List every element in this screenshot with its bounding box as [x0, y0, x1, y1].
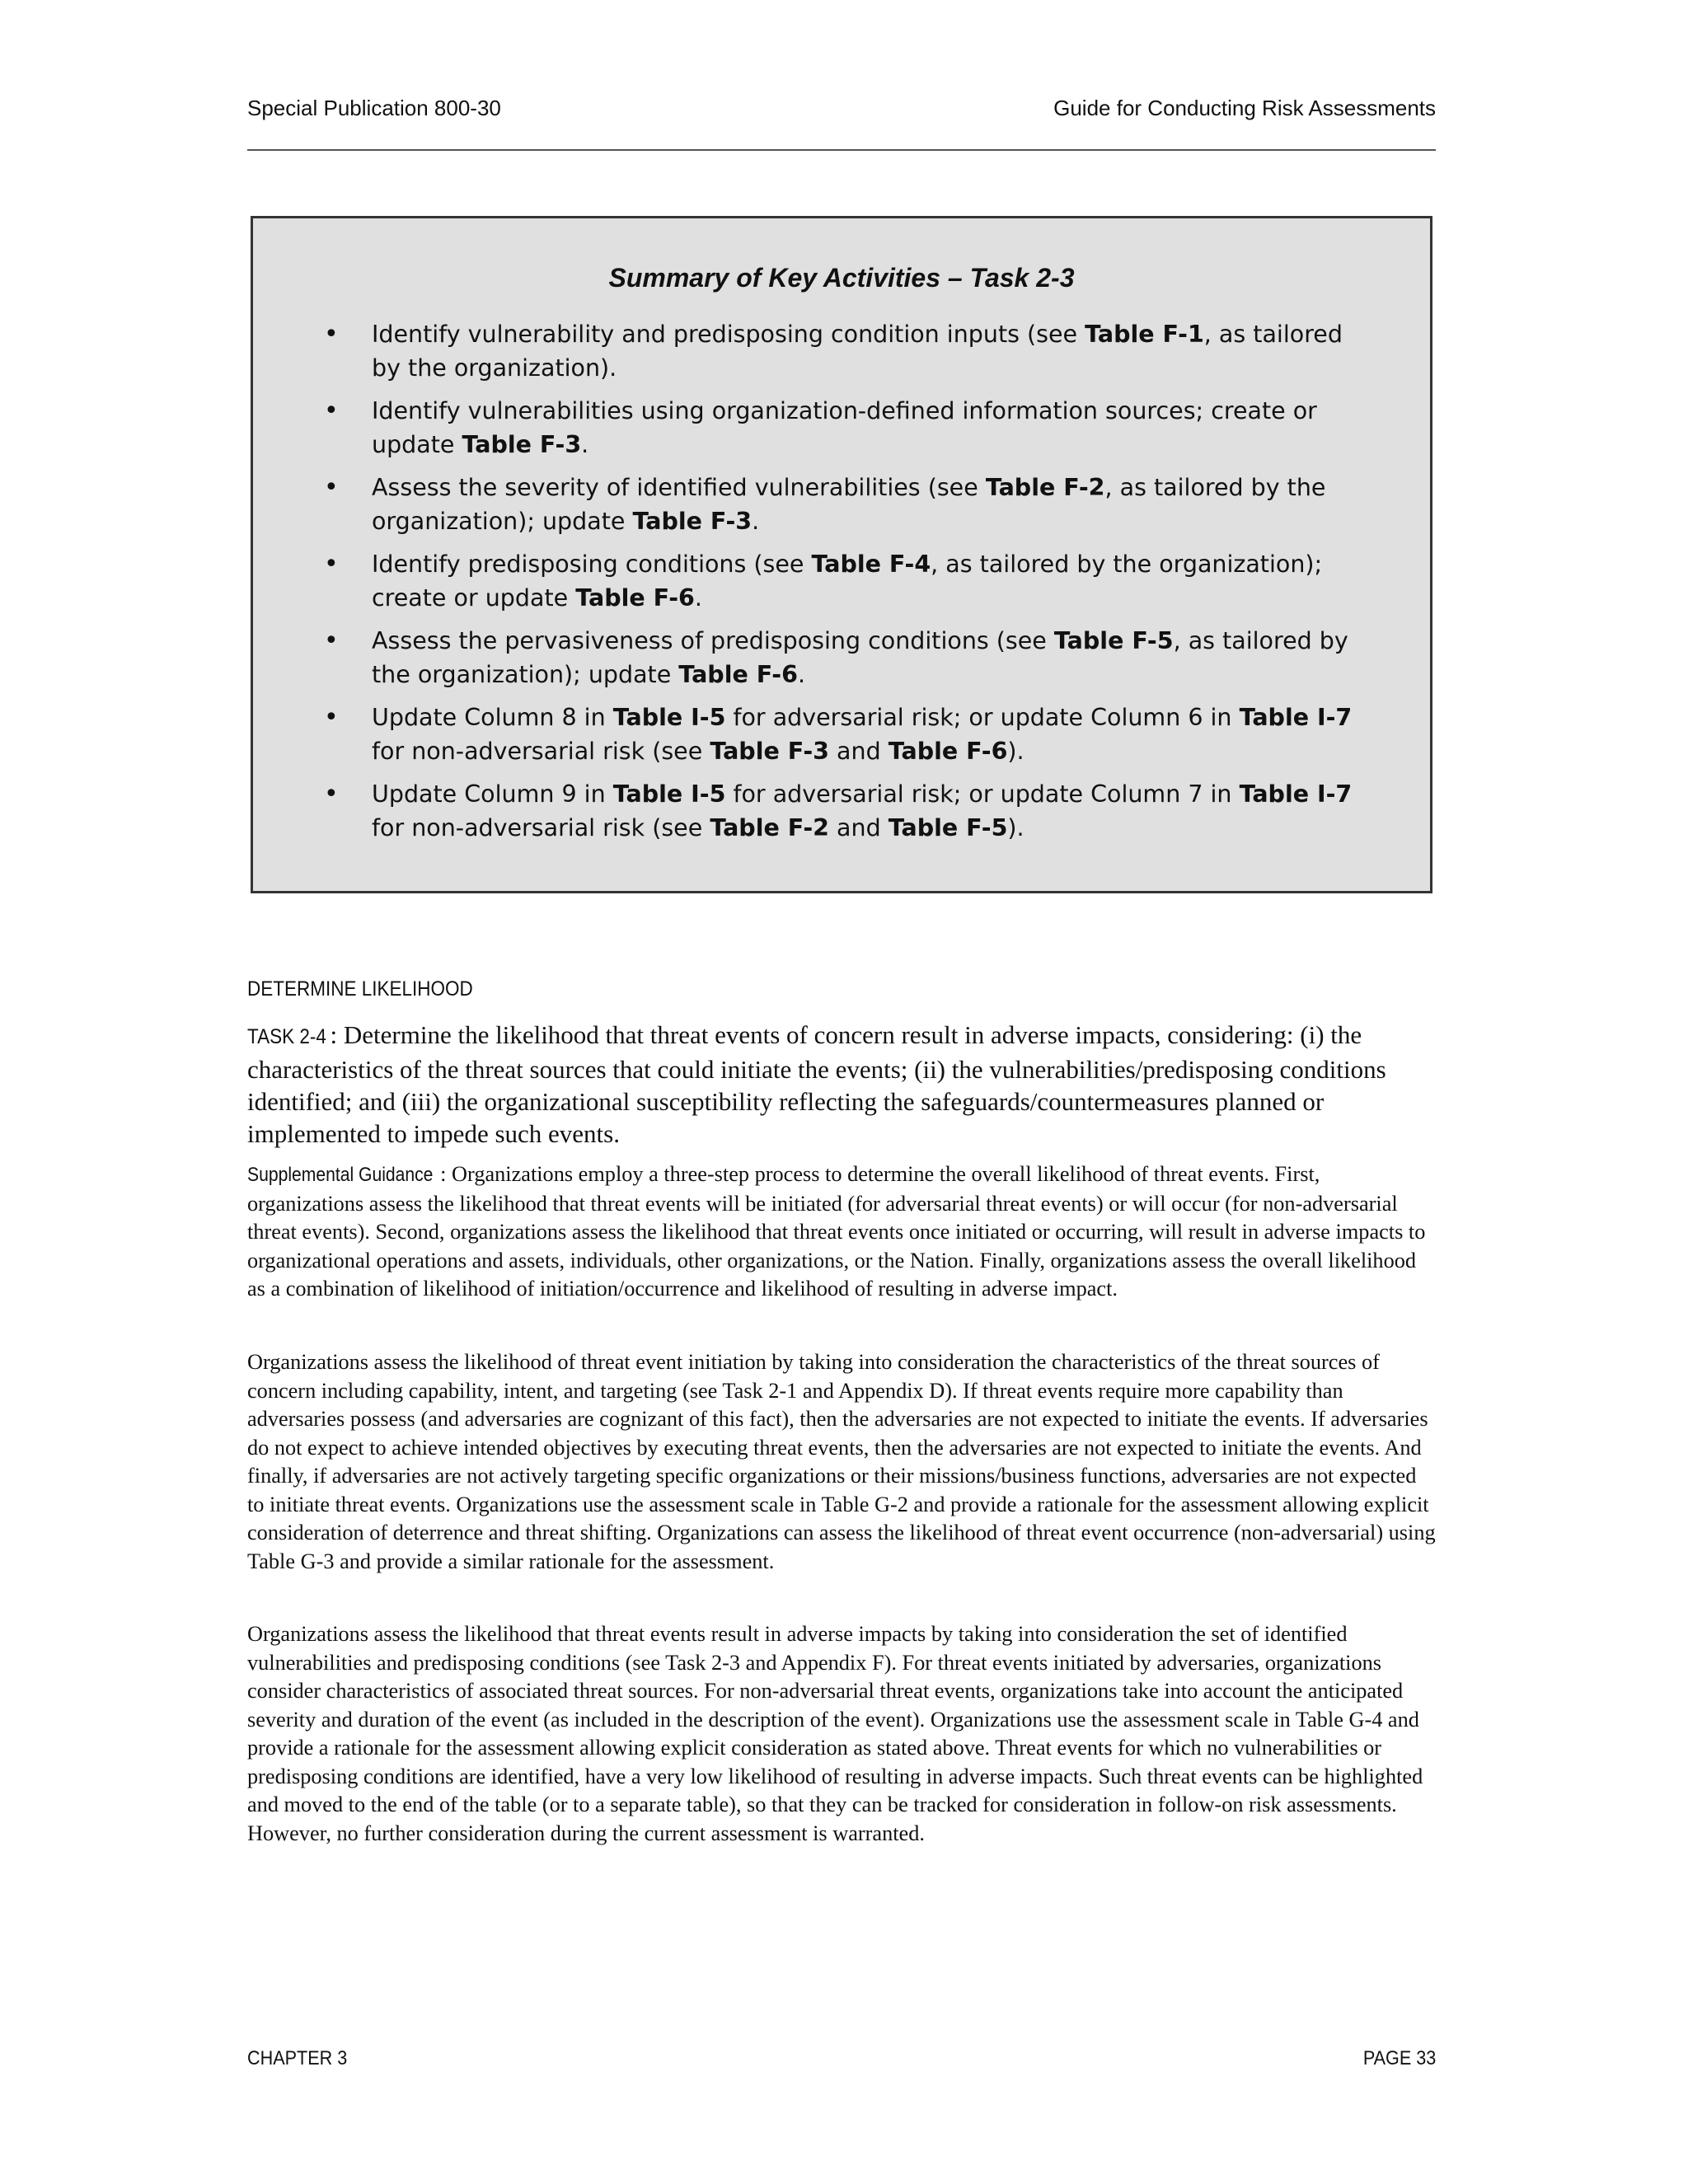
- bullet-icon: •: [324, 396, 339, 425]
- summary-item-text: and: [828, 814, 889, 841]
- summary-item-text: ).: [1007, 814, 1025, 841]
- summary-item-text: , as tailored by the organization); update: [372, 627, 1348, 688]
- summary-item: [253, 317, 1430, 385]
- summary-item-text: .: [752, 508, 760, 535]
- summary-item: [253, 471, 1430, 538]
- table-reference: Table F-3: [462, 431, 582, 458]
- summary-item-text: Identify vulnerability and predisposing condition inputs (see: [372, 321, 1085, 348]
- summary-item: [253, 394, 1430, 462]
- summary-item-text: Update Column 8 in: [372, 704, 613, 731]
- summary-item-text: Identify predisposing conditions (see: [372, 551, 812, 578]
- task-label: TASK 2-4: [247, 1025, 326, 1048]
- footer-page-number: PAGE 33: [1362, 2047, 1436, 2069]
- task-statement: [247, 1019, 1436, 1150]
- footer-chapter: CHAPTER 3: [247, 2047, 348, 2069]
- bullet-icon: •: [324, 780, 339, 808]
- summary-item-text: for non-adversarial risk (see: [372, 814, 710, 841]
- body-paragraph-initiation: Organizations assess the likelihood of threat event initiation by taking into consideration the characteristics of the threat sources of concern including capability, intent, and targeting (see Task 2-1 and Appendix D). If threat events require more capability than adversaries possess (and adversaries are cognizant of this fact), then the adversaries are not expected to initiate the events. If adversaries do not expect to achieve intended objectives by executing threat events, then the adversaries are not expected to initiate the events. And finally, if adversaries are not actively targeting specific organizations or their missions/business functions, adversaries are not expected to initiate threat events. Organizations use the assessment scale in Table G-2 and provide a rationale for the assessment allowing explicit consideration of deterrence and threat shifting. Organizations can assess the likelihood of threat event occurrence (non-adversarial) using Table G-3 and provide a similar rationale for the assessment.: [247, 1350, 1436, 1573]
- guidance-paragraph: [247, 1160, 1436, 1304]
- summary-item: [253, 547, 1430, 615]
- task-text: : Determine the likelihood that threat events of concern result in adverse impacts, considering: (i) the characteristics of the threat sources that could initiate the events; (ii) the vulnerabilities/predisposing conditions identified; and (iii) the organizational susceptibility reflecting the safeguards/countermeasures planned or implemented to impede such events.: [247, 1020, 1386, 1148]
- guidance-label: Supplemental Guidance: [247, 1164, 434, 1186]
- bullet-icon: •: [324, 703, 339, 732]
- table-reference: Table F-4: [811, 551, 931, 578]
- header-guide-title: Guide for Conducting Risk Assessments: [1053, 96, 1436, 120]
- table-reference: Table F-6: [678, 661, 798, 688]
- page-header: [247, 96, 1436, 129]
- summary-item-text: for non-adversarial risk (see: [372, 738, 710, 765]
- summary-title: Summary of Key Activities – Task 2-3: [608, 263, 1075, 293]
- summary-item-text: and: [828, 738, 889, 765]
- summary-list: [253, 317, 1430, 854]
- table-reference: Table F-6: [888, 738, 1008, 765]
- summary-item: [253, 777, 1430, 845]
- summary-item-text: ).: [1007, 738, 1025, 765]
- table-reference: Table F-3: [632, 508, 753, 535]
- summary-item-text: for adversarial risk; or update Column 7 in: [725, 780, 1240, 808]
- summary-item: [253, 701, 1430, 768]
- summary-item-text: .: [694, 584, 702, 612]
- summary-item-text: , as tailored by the organization).: [372, 321, 1343, 382]
- header-publication: Special Publication 800-30: [247, 96, 501, 120]
- table-reference: Table F-6: [575, 584, 695, 612]
- table-reference: Table F-2: [710, 814, 829, 841]
- summary-item-text: for adversarial risk; or update Column 6 in: [725, 704, 1240, 731]
- table-reference: Table I-7: [1239, 780, 1353, 808]
- section-heading: DETERMINE LIKELIHOOD: [247, 977, 473, 1001]
- summary-item-text: , as tailored by the organization); create or update: [372, 551, 1323, 612]
- summary-item-text: Assess the pervasiveness of predisposing conditions (see: [372, 627, 1054, 654]
- table-reference: Table I-5: [612, 780, 726, 808]
- summary-item-text: Update Column 9 in: [372, 780, 613, 808]
- table-reference: Table F-5: [888, 814, 1008, 841]
- summary-item-text: .: [581, 431, 589, 458]
- summary-item-text: Identify vulnerabilities using organization-defined information sources; create or update: [372, 397, 1317, 458]
- guidance-colon: :: [440, 1162, 447, 1186]
- bullet-icon: •: [324, 550, 339, 579]
- body-paragraph-impact: Organizations assess the likelihood that threat events result in adverse impacts by taking into consideration the set of identified vulnerabilities and predisposing conditions (see Task 2-3 and Appendix F). For threat events initiated by adversaries, organizations consider characteristics of associated threat sources. For non-adversarial threat events, organizations take into account the anticipated severity and duration of the event (as included in the description of the event). Organizations use the assessment scale in Table G-4 and provide a rationale for the assessment allowing explicit consideration as stated above. Threat events for which no vulnerabilities or predisposing conditions are identified, have a very low likelihood of resulting in adverse impacts. Such threat events can be highlighted and moved to the end of the table (or to a separate table), so that they can be tracked for consideration in follow-on risk assessments. However, no further consideration during the current assessment is warranted.: [247, 1622, 1423, 1845]
- table-reference: Table I-7: [1239, 704, 1353, 731]
- table-reference: Table F-3: [710, 738, 829, 765]
- header-divider: [247, 149, 1436, 151]
- page-footer: [247, 2047, 1436, 2075]
- bullet-icon: •: [324, 626, 339, 655]
- table-reference: Table F-5: [1053, 627, 1174, 654]
- summary-item: [253, 624, 1430, 691]
- summary-item-text: Assess the severity of identified vulnerabilities (see: [372, 474, 986, 501]
- table-reference: Table I-5: [612, 704, 726, 731]
- bullet-icon: •: [324, 320, 339, 349]
- table-reference: Table F-2: [985, 474, 1105, 501]
- summary-box: [251, 216, 1432, 893]
- summary-item-text: , as tailored by the organization); update: [372, 474, 1326, 535]
- guidance-text: Organizations employ a three-step process to determine the overall likelihood of threat events. First, organizations assess the likelihood that threat events will be initiated (for adversarial threat events) or will occur (for non-adversarial threat events). Second, organizations assess the likelihood that threat events once initiated or occurring, will result in adverse impacts to organizational operations and assets, individuals, other organizations, or the Nation. Finally, organizations assess the overall likelihood as a combination of likelihood of initiation/occurrence and likelihood of resulting in adverse impact.: [247, 1162, 1426, 1301]
- table-reference: Table F-1: [1085, 321, 1204, 348]
- summary-item-text: .: [797, 661, 806, 688]
- bullet-icon: •: [324, 473, 339, 502]
